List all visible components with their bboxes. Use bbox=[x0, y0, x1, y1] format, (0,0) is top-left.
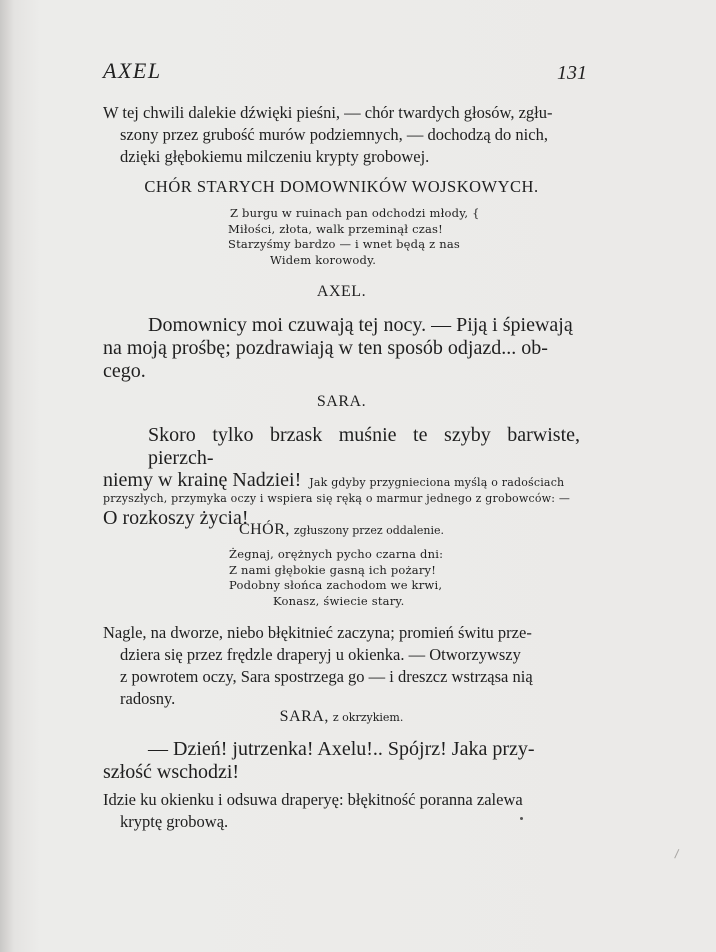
sara1-line-3-small: przyszłych, przymyka oczy i wspiera się ręką o marmur jednego z grobowców: — bbox=[103, 492, 571, 505]
chorus1-verse-line-1: Z burgu w ruinach pan odchodzi młody, bbox=[230, 206, 469, 220]
chorus2-speaker-line bbox=[103, 521, 580, 539]
axel-speech bbox=[103, 314, 580, 383]
chorus2-verse-line-4: Konasz, świecie stary. bbox=[273, 593, 405, 608]
ink-speck bbox=[520, 817, 523, 820]
chorus2-speaker: CHÓR, bbox=[238, 521, 290, 538]
axel-line-1: Domownicy moi czuwają tej nocy. — Piją i śpiewają bbox=[148, 314, 573, 336]
paper-fleck bbox=[674, 849, 685, 861]
verse-brace: { bbox=[472, 206, 480, 220]
sara-speaker-2: SARA, bbox=[279, 708, 329, 725]
chorus1-verse-line-3: Starzyśmy bardzo — i wnet będą z nas bbox=[228, 237, 461, 251]
sara-speaker-2-line bbox=[103, 708, 580, 726]
sara2-line-1: — Dzień! jutrzenka! Axelu!.. Spójrz! Jaka przy- bbox=[148, 738, 535, 760]
chorus1-verse-line-4: Widem korowody. bbox=[270, 252, 377, 267]
intro-line-1: W tej chwili dalekie dźwięki pieśni, — chór twardych głosów, zgłu- bbox=[103, 103, 553, 122]
stage-direction bbox=[103, 622, 580, 710]
chorus1-verse bbox=[210, 206, 490, 268]
stage-line-1: Nagle, na dworze, niebo błękitnieć zaczyna; promień świtu prze- bbox=[103, 623, 532, 642]
chorus2-verse-line-3: Podobny słońca zachodom we krwi, bbox=[229, 578, 443, 592]
stage-line-2: dziera się przez frędzle draperyj u okienka. — Otworzywszy bbox=[120, 645, 521, 664]
intro-line-3: dzięki głębokiemu milczeniu krypty grobowej. bbox=[120, 147, 430, 166]
final-line-1: Idzie ku okienku i odsuwa draperyę: błękitność poranna zalewa bbox=[103, 790, 523, 809]
sara1-line-1: Skoro tylko brzask muśnie te szyby barwiste, pierzch- bbox=[148, 424, 580, 469]
sara2-line-2: szłość wschodzi! bbox=[103, 761, 240, 783]
final-line-2: kryptę grobową. bbox=[120, 812, 229, 831]
axel-speaker: AXEL. bbox=[316, 283, 367, 300]
chorus2-verse-line-2: Z nami głębokie gasną ich pożary! bbox=[229, 562, 437, 577]
chorus1-verse-line-2: Miłości, złota, walk przeminął czas! bbox=[228, 221, 443, 236]
chorus2-note: zgłuszony przez oddalenie. bbox=[293, 524, 445, 537]
axel-line-3: cego. bbox=[103, 360, 146, 382]
sara-speaker-1: SARA. bbox=[316, 393, 367, 410]
page-number: 131 bbox=[557, 62, 587, 84]
sara-speech-2 bbox=[103, 738, 580, 784]
sara2-note: z okrzykiem. bbox=[332, 711, 404, 724]
sara1-line-2-big: niemy w krainę Nadziei! bbox=[103, 469, 302, 491]
stage-line-4: radosny. bbox=[120, 689, 176, 708]
chorus2-verse bbox=[225, 547, 485, 609]
sara1-line-4: O rozkoszy życia! bbox=[103, 507, 249, 529]
running-title: AXEL bbox=[103, 58, 162, 83]
axel-line-2: na moją prośbę; pozdrawiają w ten sposób odjazd... ob- bbox=[103, 337, 548, 359]
intro-line-2: szony przez grubość murów podziemnych, — dochodzą do nich, bbox=[120, 125, 548, 144]
final-direction bbox=[103, 789, 580, 833]
sara1-line-2-small: Jak gdyby przygnieciona myślą o radościach bbox=[309, 476, 565, 489]
intro-paragraph bbox=[103, 102, 580, 168]
stage-line-3: z powrotem oczy, Sara spostrzega go — i dreszcz wstrząsa nią bbox=[120, 667, 533, 686]
chorus2-verse-line-1: Żegnaj, orężnych pycho czarna dni: bbox=[229, 547, 444, 561]
chorus1-heading: CHÓR STARYCH DOMOWNIKÓW WOJSKOWYCH. bbox=[144, 177, 539, 196]
sara-speech-1 bbox=[103, 424, 580, 530]
